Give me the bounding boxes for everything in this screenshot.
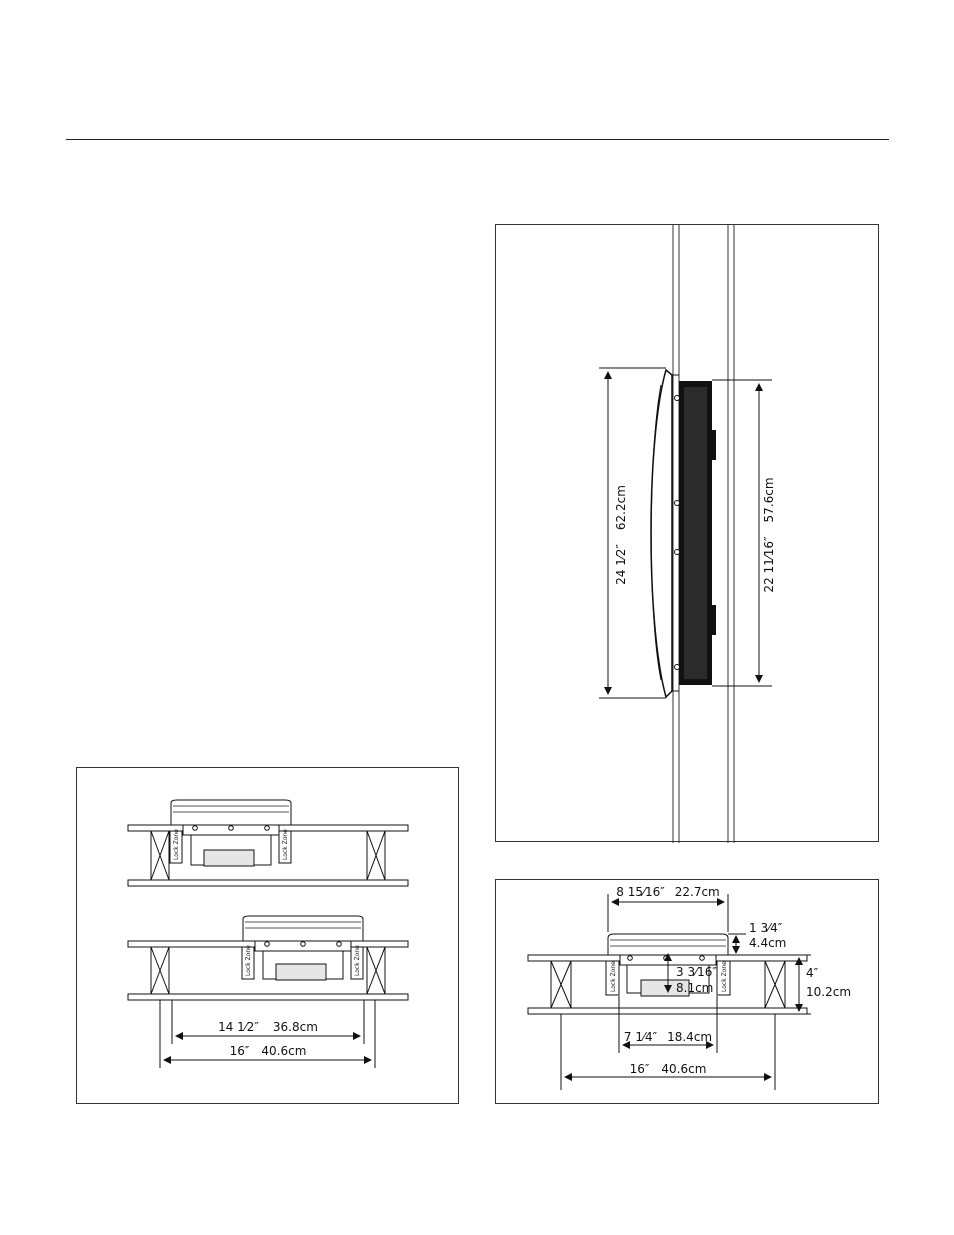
width-label: 8 15⁄16″ 22.7cm [616,885,720,899]
stud-label: 16″ 40.6cm [629,1062,707,1076]
offset-mount-assembly [128,916,408,1000]
protrusion-label: 1 3⁄4″ [749,921,783,935]
bracket-height-label: 22 11⁄16″57.6cm [762,477,776,593]
stud-spacing-label: 16″ 40.6cm [229,1044,307,1058]
wall-metric-label: 10.2cm [806,985,852,999]
svg-text:Lock Zone: Lock Zone [173,829,180,860]
centered-mount-assembly [128,800,408,886]
wall-label: 4″ [806,966,819,980]
bracket-height-dimension [712,380,772,686]
tv-profile [651,370,672,697]
svg-text:Lock Zone: Lock Zone [282,829,289,860]
top-view-diagram [496,880,880,1105]
side-view-diagram [496,225,880,843]
depth-metric-label: 8.1cm [676,981,714,995]
header-rule [66,139,889,140]
plate-label: 7 1⁄4″ 18.4cm [623,1030,713,1044]
depth-label: 3 3⁄16″ [676,965,717,979]
svg-text:Lock Zone: Lock Zone [721,961,728,992]
side-view-panel [495,224,879,842]
inner-spacing-label: 14 1⁄2″ 36.8cm [218,1020,318,1034]
top-view-panel [495,879,879,1104]
svg-text:Lock Zone: Lock Zone [610,961,617,992]
svg-text:Lock Zone: Lock Zone [245,945,252,976]
stud-position-diagram [77,768,460,1105]
stud-position-panel [76,767,459,1104]
overall-height-label: 24 1⁄2″62.2cm [614,485,628,585]
protrusion-metric-label: 4.4cm [749,936,787,950]
svg-text:Lock Zone: Lock Zone [354,945,361,976]
